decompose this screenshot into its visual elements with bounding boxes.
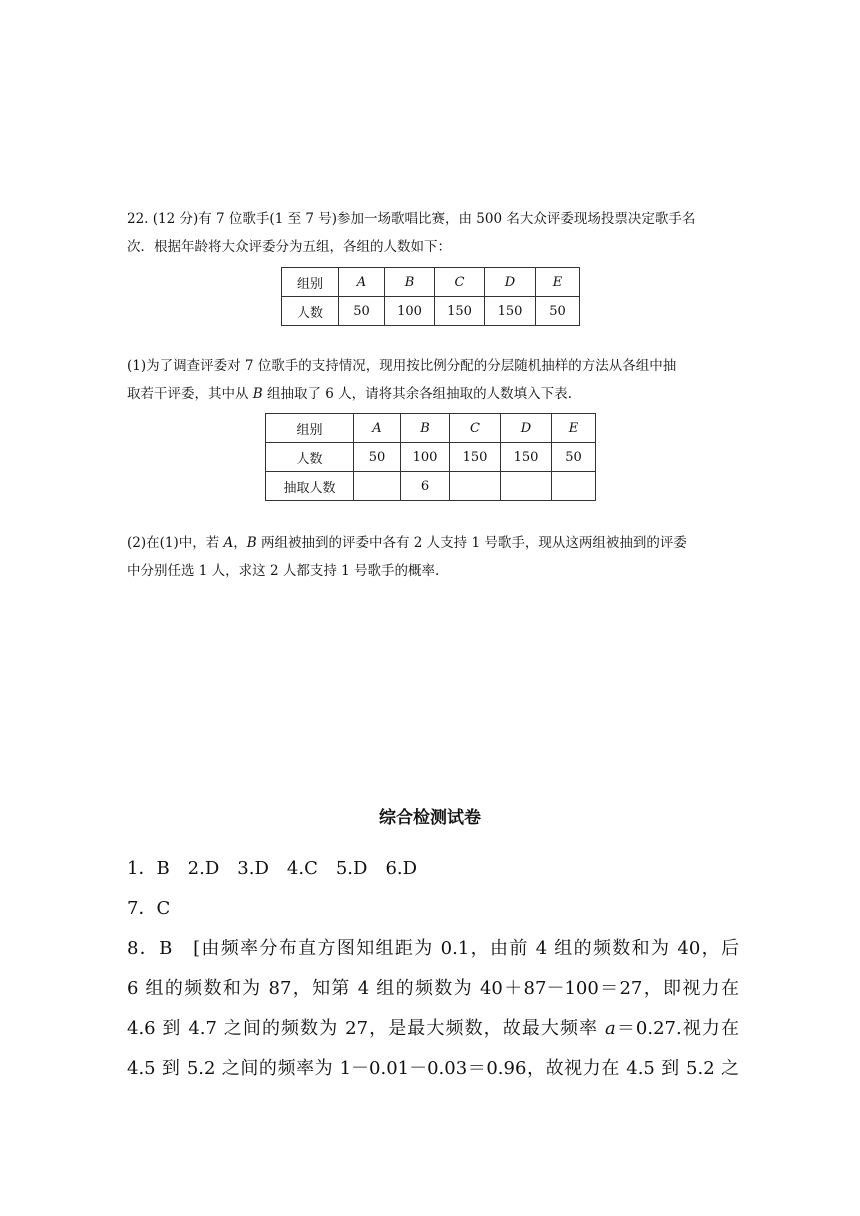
table-row	[266, 472, 596, 501]
text-run: 两组被抽到的评委中各有 2 人支持 1 号歌手，现从这两组被抽到的评委	[256, 535, 687, 551]
table-cell: A	[339, 268, 385, 297]
table-cell: D	[501, 414, 552, 443]
text-run: (2)在(1)中，若	[127, 535, 224, 551]
sampling-table	[265, 413, 596, 501]
part-1-line-1: (1)为了调查评委对 7 位歌手的支持情况，现用按比例分配的分层随机抽样的方法从各组中抽	[127, 358, 677, 374]
table-cell: 50	[354, 443, 401, 472]
table-cell: B	[385, 268, 435, 297]
table-row	[282, 268, 580, 297]
table-cell: 50	[536, 297, 580, 326]
answer-line-6: 4.5 到 5.2 之间的频率为 1－0.01－0.03＝0.96，故视力在 4.5 到 5.2 之	[127, 1058, 739, 1079]
table-cell: 100	[385, 297, 435, 326]
problem-intro	[127, 205, 737, 261]
text-run: B	[252, 386, 263, 402]
group-size-table	[281, 267, 580, 326]
text-run: a	[605, 1018, 616, 1039]
part-2-line-1	[127, 529, 737, 557]
table-row	[266, 443, 596, 472]
table-cell: E	[536, 268, 580, 297]
answers-short	[127, 849, 739, 929]
answer-line-2: 7．C	[127, 898, 171, 919]
table-cell: 6	[401, 472, 450, 501]
table-cell: A	[354, 414, 401, 443]
table-cell	[501, 472, 552, 501]
text-run: 4.6 到 4.7 之间的频数为 27，是最大频数，故最大频率	[127, 1018, 606, 1039]
table-cell: 人数	[282, 297, 339, 326]
table-cell	[354, 472, 401, 501]
table-cell: 50	[339, 297, 385, 326]
table-cell: 100	[401, 443, 450, 472]
text-run: ＝0.27.视力在	[615, 1018, 739, 1039]
answers-explanation	[127, 929, 739, 1089]
text-run: ，	[233, 535, 247, 551]
table-cell: E	[552, 414, 596, 443]
table-cell: 150	[450, 443, 501, 472]
table-cell: C	[435, 268, 485, 297]
part-1-text	[127, 352, 737, 408]
text-run: 取若干评委，其中从	[127, 386, 253, 402]
table-cell: 50	[552, 443, 596, 472]
table-cell: C	[450, 414, 501, 443]
answers-title: 综合检测试卷	[379, 808, 481, 828]
table-cell: D	[485, 268, 536, 297]
table-cell	[450, 472, 501, 501]
table-cell: 抽取人数	[266, 472, 354, 501]
text-run: A	[223, 535, 234, 551]
table-cell: 150	[501, 443, 552, 472]
table-cell	[552, 472, 596, 501]
answer-line-1: 1．B 2.D 3.D 4.C 5.D 6.D	[127, 858, 418, 879]
answer-line-4: 6 组的频数和为 87，知第 4 组的频数为 40＋87－100＝27，即视力在	[127, 978, 739, 999]
table-cell: 150	[485, 297, 536, 326]
answer-line-5	[127, 1009, 739, 1049]
text-run: B	[246, 535, 257, 551]
text-run: 组抽取了 6 人，请将其余各组抽取的人数填入下表.	[262, 386, 572, 402]
table-cell: 组别	[266, 414, 354, 443]
part-1-line-2	[127, 380, 737, 408]
part-2-line-2: 中分别任选 1 人，求这 2 人都支持 1 号歌手的概率.	[127, 563, 440, 579]
table-cell: 150	[435, 297, 485, 326]
answer-line-3: 8．B [由频率分布直方图知组距为 0.1，由前 4 组的频数和为 40，后	[127, 938, 739, 959]
part-2-text	[127, 529, 737, 585]
table-row	[282, 297, 580, 326]
problem-line-2: 次．根据年龄将大众评委分为五组，各组的人数如下：	[127, 239, 451, 255]
table-cell: 人数	[266, 443, 354, 472]
table-row	[266, 414, 596, 443]
table-cell: 组别	[282, 268, 339, 297]
problem-line-1: 22. (12 分)有 7 位歌手(1 至 7 号)参加一场歌唱比赛，由 500 名大众评委现场投票决定歌手名	[127, 211, 696, 227]
table-cell: B	[401, 414, 450, 443]
